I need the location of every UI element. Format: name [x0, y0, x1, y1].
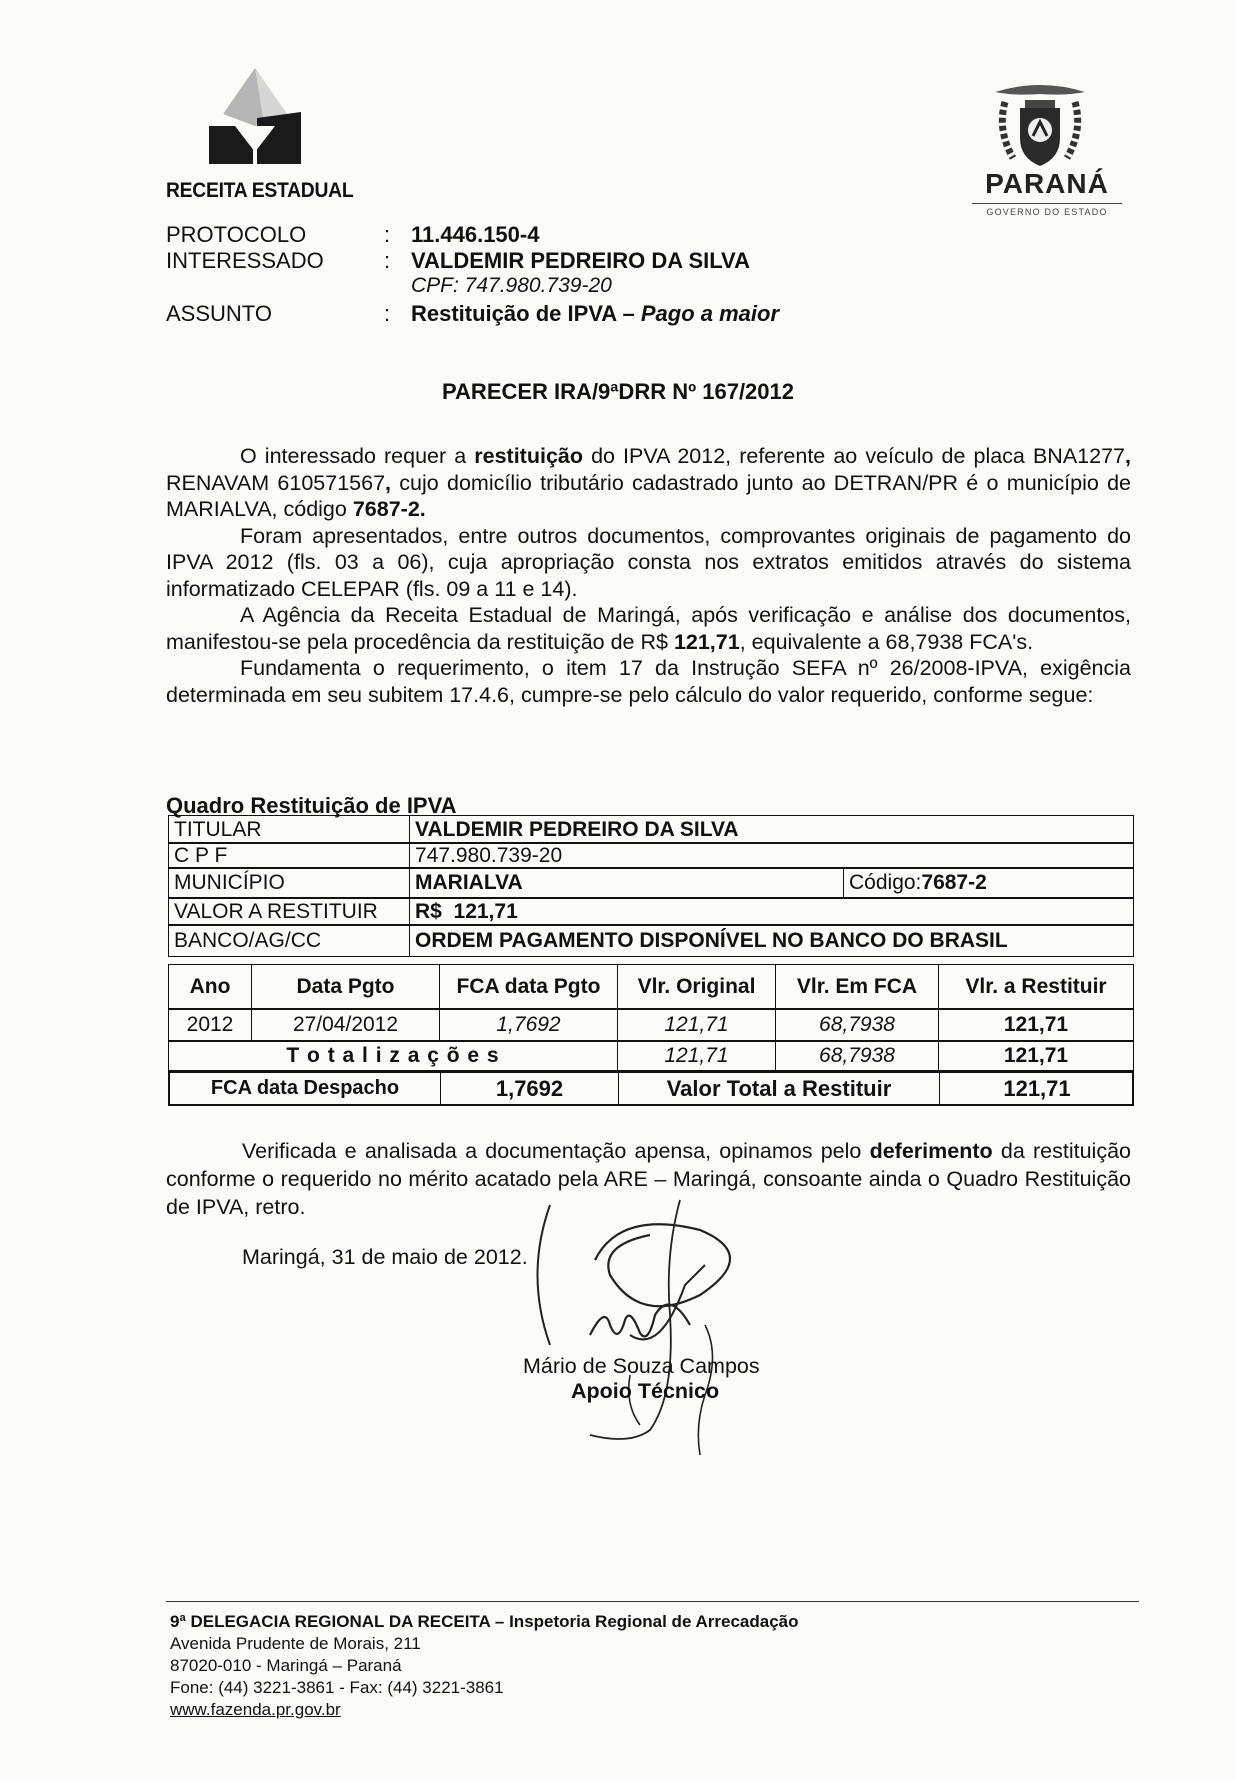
table-row-banco [168, 924, 1134, 957]
total-vlr-em-fca: 68,7938 [775, 1041, 938, 1070]
table-row-titular [168, 815, 1134, 844]
municipio-value: MARIALVA [409, 868, 843, 898]
valor-total-label: Valor Total a Restituir [618, 1073, 939, 1104]
assunto-value [411, 301, 779, 327]
state-name: PARANÁ [985, 168, 1109, 199]
paragraph-3 [166, 602, 1131, 655]
municipio-label: MUNICÍPIO [174, 871, 285, 894]
col-vlr-a-restituir: Vlr. a Restituir [938, 965, 1133, 1009]
col-fca-data-pgto: FCA data Pgto [439, 965, 617, 1009]
total-vlr-original: 121,71 [617, 1041, 775, 1070]
p1-bold: restituição [474, 444, 583, 468]
interessado-cpf: CPF: 747.980.739-20 [411, 274, 612, 297]
codigo-value: 7687-2 [921, 871, 987, 894]
banco-label: BANCO/AG/CC [174, 928, 322, 952]
table-totals-row [168, 1040, 1134, 1071]
paragraph-1 [166, 443, 1131, 523]
protocolo-colon: : [384, 222, 391, 247]
col-ano: Ano [189, 975, 231, 998]
footer-title: 9ª DELEGACIA REGIONAL DA RECEITA – Inspetoria Regional de Arrecadação [170, 1612, 799, 1631]
col-data-pgto: Data Pgto [251, 965, 439, 1009]
total-vlr-a-restituir: 121,71 [938, 1041, 1133, 1070]
protocolo-value: 11.446.150-4 [411, 222, 540, 247]
interessado-colon: : [384, 248, 391, 273]
closing-bold: deferimento [869, 1139, 993, 1163]
parana-coat-of-arms-icon [985, 80, 1095, 175]
footer-phone: Fone: (44) 3221-3861 - Fax: (44) 3221-3861 [170, 1678, 504, 1697]
col-vlr-original: Vlr. Original [617, 965, 775, 1009]
protocolo-label: PROTOCOLO [166, 222, 307, 247]
p1-bold: 7687-2. [352, 497, 426, 521]
cell-vlr-em-fca: 68,7938 [775, 1009, 938, 1041]
signer-name: Mário de Souza Campos [523, 1354, 760, 1378]
closing-text-part: da restituição conforme o requerido no mérito acatado pela ARE – Maringá, consoante ainda o Quadro Restituição de IPVA, retro. [166, 1139, 1131, 1219]
valor-label: VALOR A RESTITUIR [174, 899, 378, 923]
org-label: RECEITA ESTADUAL [166, 179, 354, 202]
assunto-label: ASSUNTO [166, 301, 272, 326]
p1-text: RENAVAM 610571567 [166, 470, 386, 495]
cell-fca-data-pgto: 1,7692 [439, 1009, 617, 1041]
p1-text: do IPVA 2012, referente ao veículo de placa BNA1277 [583, 444, 1125, 468]
valor-total-value: 121,71 [939, 1073, 1134, 1104]
banco-value: ORDEM PAGAMENTO DISPONÍVEL NO BANCO DO BRASIL [409, 925, 1133, 956]
table-row-municipio [168, 867, 1134, 899]
p1-text: cujo domicílio tributário cadastrado junto ao DETRAN/PR é o município de MARIALVA, código [166, 470, 1131, 521]
footer-city: 87020-010 - Maringá – Paraná [170, 1656, 402, 1675]
p3-text: A Agência da Receita Estadual de Maringá, após verificação e análise dos documentos, manifestou-se pela procedência da restituição de R$ [166, 603, 1131, 654]
p1-bold: , [385, 470, 392, 495]
p3-text: , equivalente a 68,7938 FCA's. [739, 629, 1034, 654]
paragraph-4: Fundamenta o requerimento, o item 17 da Instrução SEFA nº 26/2008-IPVA, exigência determinada em seu subitem 17.4.6, cumpre-se pelo cálculo do valor requerido, conforme segue: [166, 656, 1131, 707]
codigo-label: Código: [849, 871, 922, 894]
col-vlr-em-fca: Vlr. Em FCA [775, 965, 938, 1009]
valor-value: R$ 121,71 [409, 898, 1133, 925]
parecer-title: PARECER IRA/9ªDRR Nº 167/2012 [442, 379, 794, 404]
titular-label: TITULAR [174, 817, 262, 841]
assunto-text: Restituição de IPVA – [411, 301, 641, 326]
quadro-title: Quadro Restituição de IPVA [166, 793, 457, 818]
fca-despacho-label: FCA data Despacho [210, 1077, 400, 1099]
fca-despacho-value: 1,7692 [440, 1073, 618, 1104]
table-row [168, 1008, 1134, 1042]
footer-address: Avenida Prudente de Morais, 211 [170, 1634, 421, 1653]
assunto-colon: : [384, 301, 391, 326]
totals-label: T o t a l i z a ç õ e s [286, 1043, 500, 1067]
state-subtitle: GOVERNO DO ESTADO [972, 203, 1122, 217]
cpf-value: 747.980.739-20 [409, 843, 1133, 868]
cell-vlr-a-restituir: 121,71 [938, 1009, 1133, 1041]
p1-text: O interessado requer a [240, 444, 475, 468]
p3-bold: 121,71 [673, 629, 740, 654]
table-header-row [168, 964, 1134, 1010]
signature-icon [530, 1195, 770, 1465]
titular-value: VALDEMIR PEDREIRO DA SILVA [409, 816, 1133, 843]
table-row-cpf [168, 842, 1134, 869]
body-paragraphs [166, 443, 1131, 708]
footer-website-link[interactable]: www.fazenda.pr.gov.br [170, 1700, 341, 1719]
cell-data-pgto: 27/04/2012 [251, 1009, 439, 1041]
assunto-italic-text: Pago a maior [640, 301, 779, 326]
signer-role: Apoio Técnico [571, 1379, 720, 1403]
interessado-value: VALDEMIR PEDREIRO DA SILVA [411, 248, 750, 273]
cell-vlr-original: 121,71 [617, 1009, 775, 1041]
interessado-label: INTERESSADO [166, 248, 324, 273]
table-despacho-row [168, 1071, 1134, 1106]
cpf-label: C P F [174, 843, 228, 867]
codigo-cell [843, 868, 1133, 898]
p1-bold: , [1125, 444, 1131, 468]
paragraph-2: Foram apresentados, entre outros documentos, comprovantes originais de pagamento do IPVA 2012 (fls. 03 a 06), cuja apropriação consta nos extratos emitidos através do sistema informatizado CELEPAR (fls. 09 a 11 e 14). [166, 523, 1131, 601]
date-line: Maringá, 31 de maio de 2012. [242, 1245, 528, 1269]
receita-estadual-logo-icon [205, 66, 305, 166]
footer-divider [166, 1601, 1139, 1602]
table-row-valor [168, 897, 1134, 926]
cell-ano: 2012 [186, 1013, 234, 1036]
closing-text-part: Verificada e analisada a documentação apensa, opinamos pelo [242, 1139, 870, 1163]
